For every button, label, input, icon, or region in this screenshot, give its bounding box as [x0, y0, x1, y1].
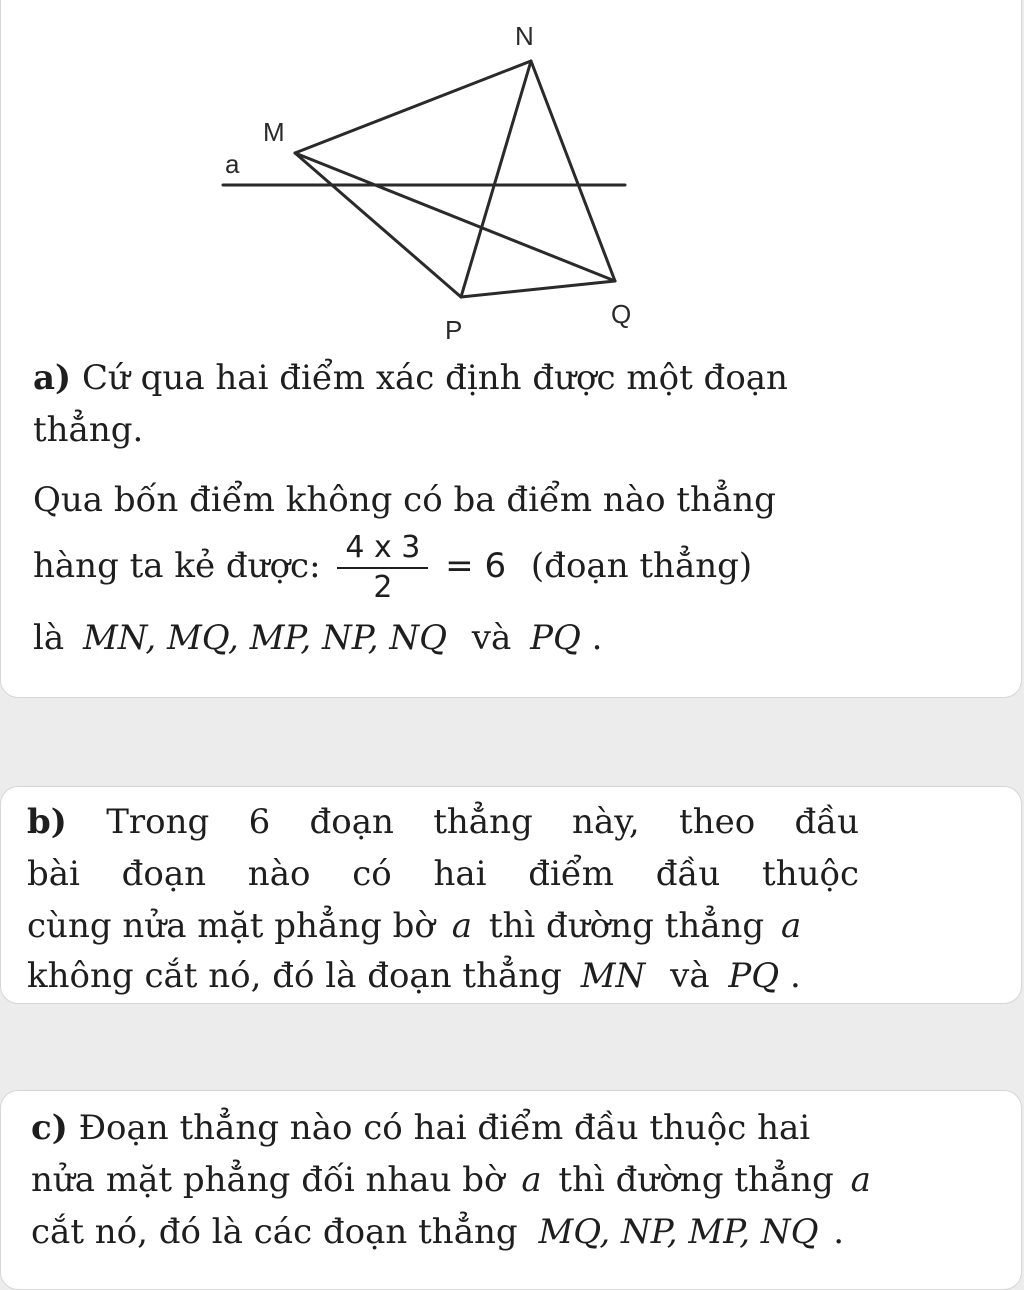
line-label-a: a [225, 149, 240, 179]
part-b-line-3-mid: thì đường thẳng [488, 906, 765, 946]
fraction-numerator: 4 x 3 [337, 529, 428, 569]
point-label-p: P [445, 315, 463, 345]
part-c-label: c) [31, 1108, 68, 1148]
part-b-line-4-prefix: không cắt nó, đó là đoạn thẳng [27, 956, 562, 996]
part-b-line-1 [27, 797, 859, 847]
point-label-n: N [515, 21, 534, 51]
part-b-text-1: Trong 6 đoạn thẳng này, theo đầu [106, 802, 859, 842]
part-a-line-1 [33, 353, 788, 403]
part-a-end: . [591, 618, 603, 658]
segment-pq-text: PQ [728, 956, 780, 996]
var-a-3: a [521, 1160, 542, 1200]
part-a-label: a) [33, 358, 72, 398]
segment-mp [295, 153, 461, 297]
part-b-label: b) [27, 802, 67, 842]
geometry-figure [191, 21, 651, 351]
part-a-line-5-prefix: là [33, 618, 65, 658]
segment-mn-text: MN [580, 956, 646, 996]
part-a-line-3: Qua bốn điểm không có ba điểm nào thẳng [33, 480, 776, 520]
part-b-and: và [670, 956, 710, 996]
segment-np [461, 61, 531, 297]
segment-pq [461, 281, 615, 297]
segment-nq [531, 61, 615, 281]
part-a-line-4-prefix: hàng ta kẻ được: [33, 546, 321, 586]
fraction-denominator: 2 [373, 570, 393, 605]
segment-mn [295, 61, 531, 153]
part-a-line-2: thẳng. [33, 410, 144, 450]
segment-last: PQ [530, 618, 581, 658]
var-a-1: a [451, 906, 472, 946]
segment-mq [295, 153, 615, 281]
part-c-end: . [833, 1212, 845, 1252]
part-a-and: và [471, 618, 512, 658]
part-a-line-5 [33, 613, 602, 663]
part-c-line-2-mid: thì đường thẳng [558, 1160, 834, 1200]
part-b-line-4 [27, 951, 801, 1001]
part-b-line-3 [27, 901, 801, 951]
equals-value: = 6 [445, 546, 507, 586]
part-c-line-3 [31, 1207, 844, 1257]
part-c-line-3-prefix: cắt nó, đó là các đoạn thẳng [31, 1212, 518, 1252]
fraction [337, 529, 428, 607]
part-c-line-1 [31, 1103, 810, 1153]
part-c-line-2-prefix: nửa mặt phẳng đối nhau bờ [31, 1160, 505, 1200]
segments-list: MN, MQ, MP, NP, NQ [82, 618, 447, 658]
point-label-m: M [263, 117, 285, 147]
part-b-line-3-prefix: cùng nửa mặt phẳng bờ [27, 906, 435, 946]
segments-cut: MQ, NP, MP, NQ [538, 1212, 819, 1252]
solution-card-c [0, 1090, 1022, 1290]
part-a-line-4 [33, 529, 752, 607]
part-b-line-2: bài đoạn nào có hai điểm đầu thuộc [27, 854, 859, 894]
solution-card-b [0, 786, 1022, 1004]
part-b-end: . [789, 956, 801, 996]
var-a-2: a [780, 906, 802, 946]
part-a-text-1: Cứ qua hai điểm xác định được một đoạn [81, 358, 788, 398]
point-label-q: Q [611, 299, 632, 329]
part-c-text-1: Đoạn thẳng nào có hai điểm đầu thuộc hai [78, 1108, 811, 1148]
part-c-line-2 [31, 1155, 871, 1205]
part-a-line-4-suffix: (đoạn thẳng) [530, 546, 753, 586]
var-a-4: a [850, 1160, 871, 1200]
